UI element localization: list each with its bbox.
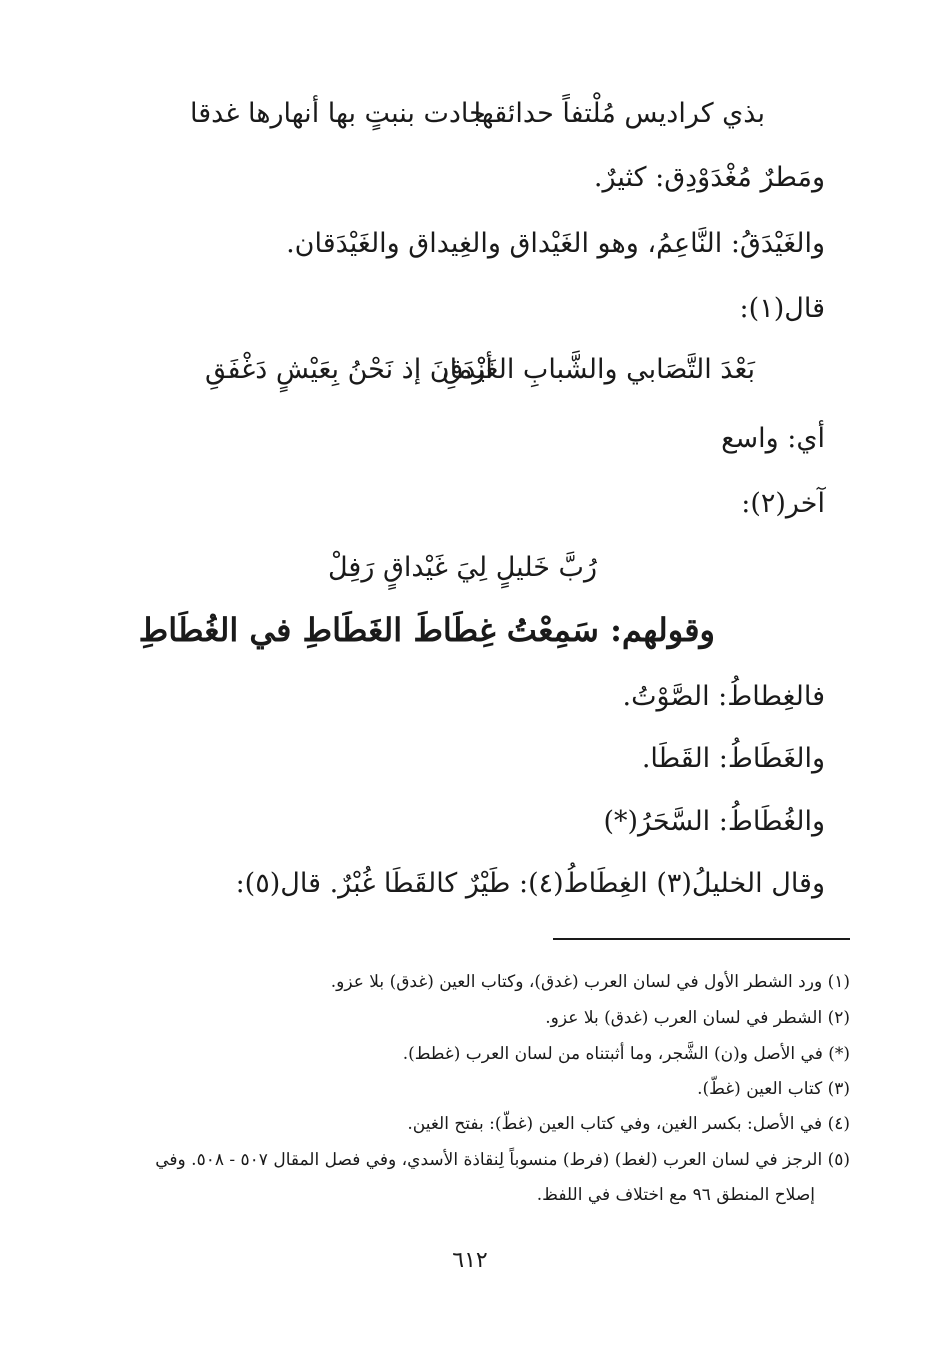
text-line-3: قال(١): — [739, 293, 825, 324]
section-heading: وقولهم: سَمِعْتُ غِطَاطَ الغَطَاطِ في الغُطَاطِ — [138, 611, 715, 649]
footnote-3: (٣) كتاب العين (غطّ). — [697, 1079, 850, 1099]
verse-1-hemistich-1: بذي كراديس مُلْتفاً حدائقها — [473, 98, 765, 129]
text-line-1: ومَطرٌ مُغْدَوْدِق: كثيرٌ. — [593, 162, 825, 193]
text-line-6: فالغِطاطُ: الصَّوْتُ. — [622, 681, 825, 712]
footnote-1: (١) ورد الشطر الأول في لسان العرب (غدق)، وكتاب العين (غدق) بلا عزو. — [330, 972, 850, 992]
verse-2-hemistich-1: بَعْدَ التَّصَابي والشَّبابِ الغَيْدَقِ — [442, 354, 755, 385]
verse-line-1 — [190, 98, 765, 132]
footnote-star: (*) في الأصل و(ن) الشَّجر، وما أثبتناه من لسان العرب (غطط). — [402, 1044, 850, 1064]
text-line-5: آخر(٢): — [741, 488, 825, 519]
text-line-8: والغُطَاطُ: السَّحَرُ(*) — [603, 806, 825, 837]
footnote-5-line-1: (٥) الرجز في لسان العرب (لغط) (فرط) منسوباً لِنقاذة الأسدي، وفي فصل المقال ٥٠٧ - ٥٠٨. وفي — [155, 1150, 850, 1170]
page-number: ٦١٢ — [452, 1248, 488, 1273]
footnote-5-line-2: إصلاح المنطق ٩٦ مع اختلاف في اللفظ. — [536, 1185, 815, 1205]
footnote-separator — [553, 938, 850, 940]
verse-1-hemistich-2: جادت بنبتٍ بها أنهارها غدقا — [190, 98, 486, 129]
text-line-2: والغَيْدَقُ: النَّاعِمُ، وهو الغَيْداق والغِيداق والغَيْدَقان. — [286, 228, 825, 259]
footnote-2: (٢) الشطر في لسان العرب (غدق) بلا عزو. — [545, 1008, 850, 1028]
text-line-4: أي: واسع — [721, 423, 825, 454]
footnote-4: (٤) في الأصل: بكسر الغين، وفي كتاب العين (غطّ): بفتح الغين. — [407, 1114, 850, 1134]
text-line-9: وقال الخليلُ(٣) الغِطَاطُ(٤): طَيْرٌ كالقَطَا غُبْرٌ. قال(٥): — [235, 868, 825, 899]
text-line-7: والغَطَاطُ: القَطَا. — [641, 743, 825, 774]
verse-line-2 — [205, 354, 755, 388]
verse-line-3: رُبَّ خَليلٍ لِيَ غَيْداقٍ رَفِلْ — [327, 552, 597, 583]
verse-2-hemistich-2: أزْمانَ إذ نَحْنُ بِعَيْشٍ دَغْفَقِ — [205, 354, 493, 385]
